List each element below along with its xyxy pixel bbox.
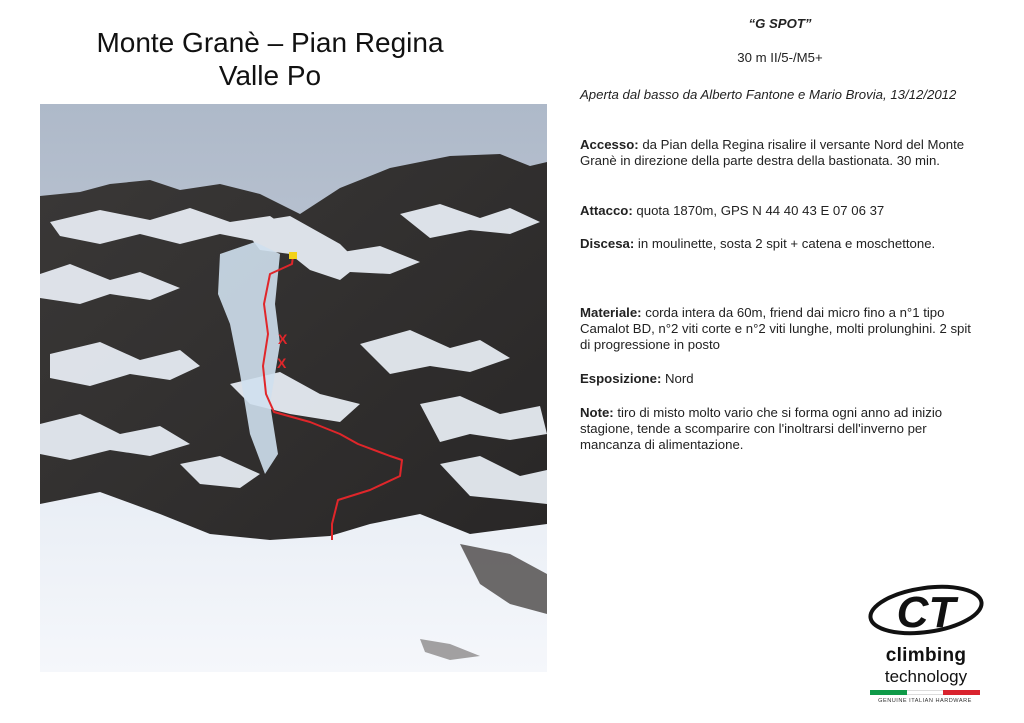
logo-brand-line1: climbing [885,645,967,666]
section-accesso: Accesso: da Pian della Regina risalire il versante Nord del Monte Granè in direzione della parte destra della bastionata. 30 min. [580,137,965,168]
belay-marker [289,252,297,259]
page-title: Monte Granè – Pian Regina [96,27,444,58]
section-esposizione: Esposizione: Nord [580,371,694,386]
bolt-marker-1: X [278,331,288,347]
route-name: “G SPOT” [748,16,812,31]
bolt-marker-2: X [277,355,287,371]
italian-flag [870,690,980,695]
section-note: Note: tiro di misto molto vario che si forma ogni anno ad inizio stagione, tende a scomparire con l'inoltrarsi dell'inverno per mancanza di alimentazione. [580,405,943,452]
section-materiale: Materiale: corda intera da 60m, friend dai micro fino a n°1 tipo Camalot BD, n°2 viti corte e n°2 viti lunghe, molti prolunghini. 2 spit di progressione in posto [580,305,971,352]
svg-text:CT: CT [896,588,956,637]
route-grade: 30 m II/5-/M5+ [737,50,823,65]
logo-tagline: GENUINE ITALIAN HARDWARE [878,698,972,704]
section-attacco: Attacco: quota 1870m, GPS N 44 40 43 E 07 06 37 [580,203,885,218]
logo-brand-line2: technology [884,667,968,686]
first-ascent: Aperta dal basso da Alberto Fantone e Mario Brovia, 13/12/2012 [580,87,957,102]
route-photo [40,104,547,672]
section-discesa: Discesa: in moulinette, sosta 2 spit + catena e moschettone. [580,236,936,251]
page-subtitle: Valle Po [218,60,322,91]
